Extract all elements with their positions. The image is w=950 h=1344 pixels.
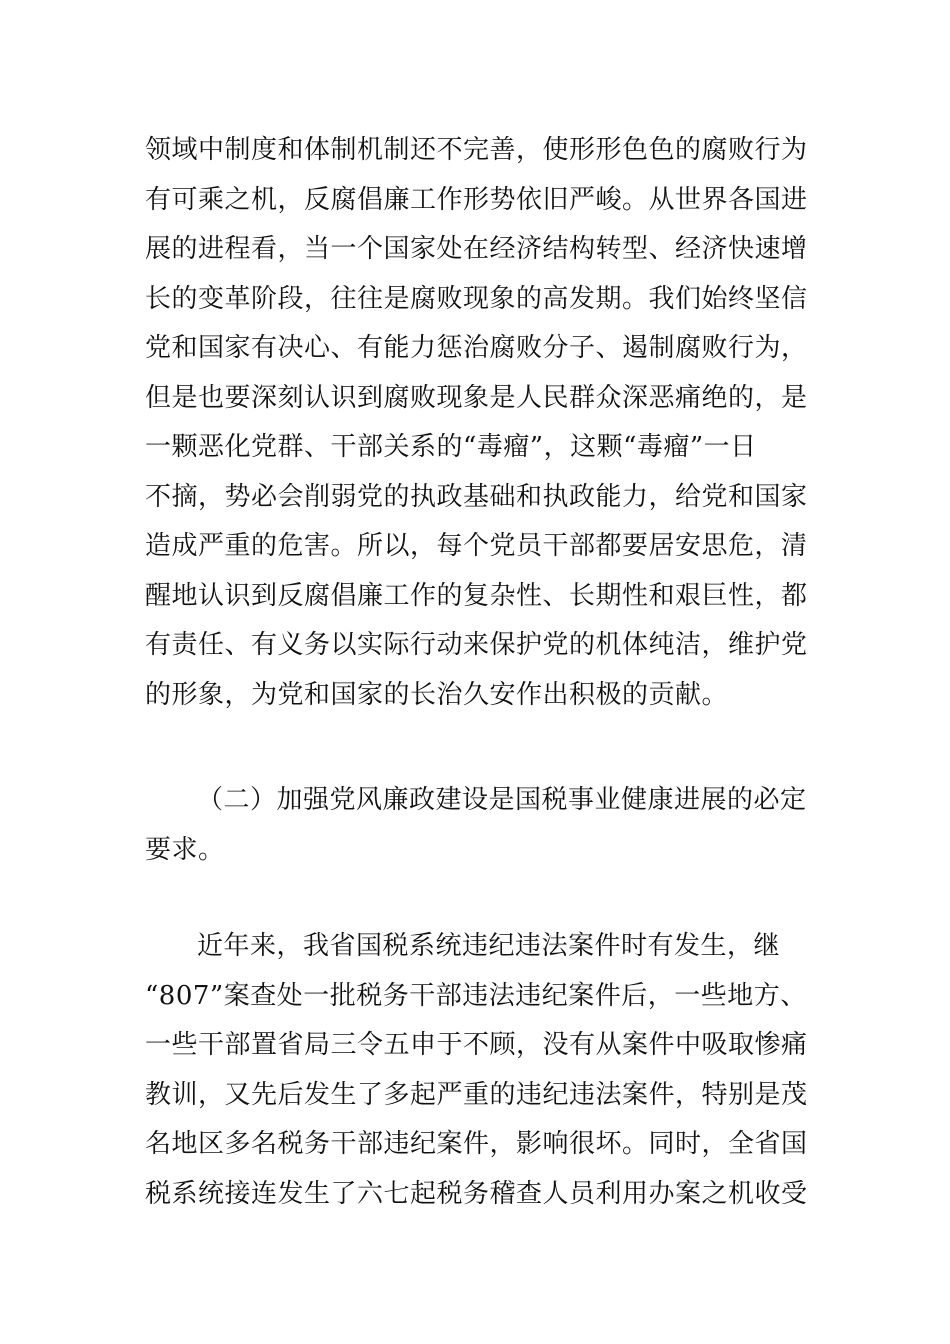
text-line: 教训，又先后发生了多起严重的违纪违法案件，特别是茂 xyxy=(145,1079,808,1110)
text-line: 长的变革阶段，往往是腐败现象的高发期。我们始终坚信 xyxy=(145,283,808,314)
text-line: 一颗恶化党群、干部关系的“毒瘤”，这颗“毒瘤”一日 xyxy=(145,432,757,462)
text-line: 名地区多名税务干部违纪案件，影响很坏。同时，全省国 xyxy=(145,1129,808,1159)
text-line: 展的进程看，当一个国家处在经济结构转型、经济快速增 xyxy=(145,234,808,264)
text-line: 近年来，我省国税系统违纪违法案件时有发生，继 xyxy=(197,931,781,961)
text-line: 一些干部置省局三令五申于不顾，没有从案件中吸取惨痛 xyxy=(145,1030,808,1060)
text-line: （二）加强党风廉政建设是国税事业健康进展的必定 xyxy=(197,785,807,815)
text-line: 造成严重的危害。所以，每个党员干部都要居安思危，清 xyxy=(145,531,808,561)
text-line: 醒地认识到反腐倡廉工作的复杂性、长期性和艰巨性，都 xyxy=(145,580,808,611)
text-line: “807”案查处一批税务干部违法违纪案件后，一些地方、 xyxy=(145,980,807,1011)
section-heading-two xyxy=(145,776,807,875)
text-line: 领域中制度和体制机制还不完善，使形形色色的腐败行为 xyxy=(145,135,808,165)
paragraph-anticorruption-situation xyxy=(145,126,807,720)
text-line: 不摘，势必会削弱党的执政基础和执政能力，给党和国家 xyxy=(145,481,808,512)
text-line: 要求。 xyxy=(145,834,225,865)
text-line: 但是也要深刻认识到腐败现象是人民群众深恶痛绝的，是 xyxy=(145,382,808,413)
text-line: 有责任、有义务以实际行动来保护党的机体纯洁，维护党 xyxy=(145,630,808,660)
text-line: 的形象，为党和国家的长治久安作出积极的贡献。 xyxy=(145,679,729,710)
text-line: 有可乘之机，反腐倡廉工作形势依旧严峻。从世界各国进 xyxy=(145,184,808,215)
paragraph-recent-cases xyxy=(145,922,807,1219)
text-line: 税系统接连发生了六七起税务稽查人员利用办案之机收受 xyxy=(145,1178,808,1209)
text-line: 党和国家有决心、有能力惩治腐败分子、遏制腐败行为， xyxy=(145,333,808,363)
